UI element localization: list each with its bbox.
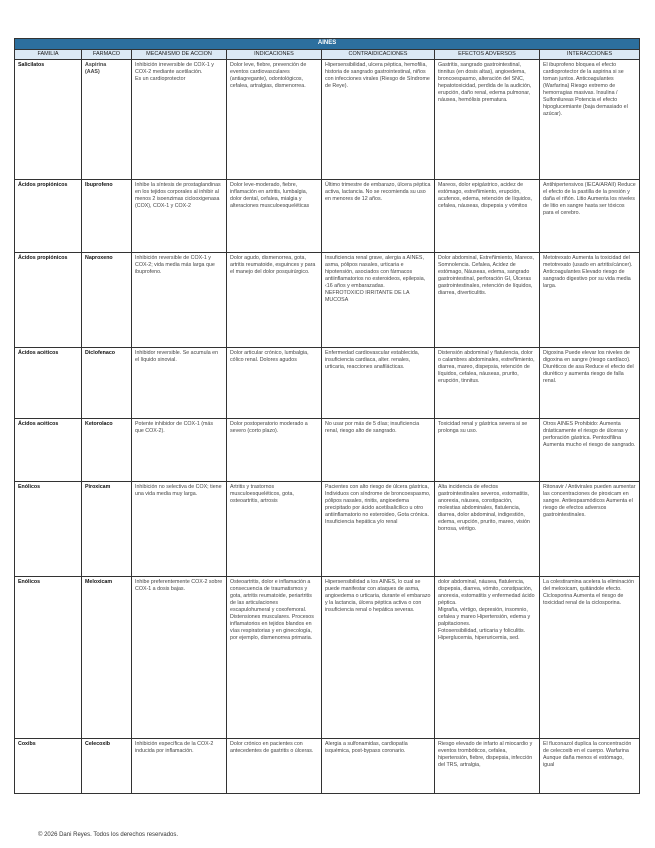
cell-interacciones: Digoxina Puede elevar los niveles de digoxina en sangre (riesgo cardíaco). Diuréticos de asa Reduce el efecto del diurético y aumenta riesgo de falla renal.: [540, 348, 640, 419]
cell-mecanismo: Inhibición reversible de COX-1 y COX-2; vida media más larga que ibuprofeno.: [132, 253, 227, 348]
cell-contraindicaciones: Insuficiencia renal grave, alergia a AINES, asma, pólipos nasales, urticaria e hipotensión, asociados con fármacos antiinflamatorios no esteroideos, epilepsia, ‹16 años y embarazadas. NEFROTOXICO IRRITANTE DE LA MUCOSA: [322, 253, 435, 348]
cell-familia: Enólicos: [15, 482, 82, 577]
cell-efectos: Alta incidencia de efectos gastrointestinales severos, estomatitis, anorexia, náusea, constipación, molestias abdominales, flatulencia, diarrea, dolor abdominal, indigestión, edema, erupción, prurito, mareo, visión borrosa, vértigo.: [435, 482, 540, 577]
header-mecanismo: MECANISMO DE ACCION: [132, 49, 227, 59]
cell-farmaco: Diclofenaco: [82, 348, 132, 419]
cell-familia: Ácidos propiónicos: [15, 253, 82, 348]
table-row: [15, 577, 640, 739]
cell-efectos: dolor abdominal, náusea, flatulencia, dispepsia, diarrea, vómito, constipación, anorexia, estomatitis y enfermedad ácido péptica. Migraña, vértigo, depresión, insomnio, cefalea y mareo Hipertensión, edema y palpitaciones. Fotosensibilidad, urticaria y foliculitis. Hiperglucemia, hiperuricemia, sed.: [435, 577, 540, 739]
cell-familia: Ácidos propiónicos: [15, 180, 82, 253]
cell-farmaco: Naproxeno: [82, 253, 132, 348]
cell-farmaco: Piroxicam: [82, 482, 132, 577]
cell-indicaciones: Osteoartritis, dolor e inflamación a consecuencia de traumatismos y gota, artritis reumatoide, periartritis de las articulaciones escapulohumeral y coxofemoral. Distensiones musculares. Procesos inflamatorios en tejidos blandos en vías respiratorias y en ginecología, por ejemplo, dismenorrea primaria.: [227, 577, 322, 739]
copyright-footer: © 2026 Dani Reyes. Todos los derechos reservados.: [38, 832, 179, 838]
cell-familia: Enólicos: [15, 577, 82, 739]
cell-indicaciones: Dolor agudo, dismenorrea, gota, artritis reumatoide, esguinces y para el manejo del dolor posquirúrgico.: [227, 253, 322, 348]
header-contraindicaciones: CONTRAIDICACIONES: [322, 49, 435, 59]
cell-farmaco: Aspirina (AAS): [82, 60, 132, 180]
table-row: [15, 60, 640, 180]
header-efectos: EFECTOS ADVERSOS: [435, 49, 540, 59]
cell-interacciones: El ibuprofeno bloquea el efecto cardioprotector de la aspirina si se toman juntos. Anticoagulantes (Warfarina) Riesgo extremo de hemorragias masivas. Insulina / Sulfonilureas Potencia el efecto hipoglucemiante (baja demasiado el azúcar).: [540, 60, 640, 180]
cell-indicaciones: Dolor postoperatorio moderado a severo (corto plazo).: [227, 419, 322, 482]
cell-familia: Ácidos acéticos: [15, 419, 82, 482]
aines-table: [14, 38, 640, 794]
table-row: [15, 482, 640, 577]
cell-indicaciones: Dolor leve, fiebre, prevención de eventos cardiovasculares (antiagregante), odontológicos, cefalea, artralgias, dismenorrea.: [227, 60, 322, 180]
cell-familia: Salicilatos: [15, 60, 82, 180]
cell-mecanismo: Inhibición específica de la COX-2 inducida por inflamación.: [132, 739, 227, 794]
header-interacciones: INTERACCIONES: [540, 49, 640, 59]
cell-interacciones: El fluconazol duplica la concentración de celecoxib en el cuerpo. Warfarina Aunque daña menos el estómago, igual: [540, 739, 640, 794]
cell-farmaco: Celecoxib: [82, 739, 132, 794]
table-row: [15, 419, 640, 482]
cell-efectos: Distensión abdominal y flatulencia, dolor o calambres abdominales, estreñimiento, diarrea, mareo, dispepsia, retención de líquidos, cefalea, náuseas, prurito, erupción, tinnitus.: [435, 348, 540, 419]
cell-efectos: Riesgo elevado de infarto al miocardio y eventos trombóticos, cefalea, hipertensión, fiebre, dispepsia, infección del TRS, artralgia,: [435, 739, 540, 794]
cell-indicaciones: Dolor crónico en pacientes con antecedentes de gastritis o úlceras.: [227, 739, 322, 794]
cell-interacciones: Metotrexato Aumenta la toxicidad del metotrexato (usado en artritis/cáncer). Anticoagulantes Elevado riesgo de sangrado digestivo por su vida media larga.: [540, 253, 640, 348]
cell-mecanismo: Inhibe preferentemente COX-2 sobre COX-1 a dosis bajas.: [132, 577, 227, 739]
cell-contraindicaciones: Último trimestre de embarazo, úlcera péptica activa, lactancia. No se recomienda su uso en menores de 12 años.: [322, 180, 435, 253]
cell-efectos: Gastritis, sangrado gastrointestinal, tinnitus (en dosis altas), angioedema, broncoespasmo, alteración del SNC, hepatotoxicidad, perdida de la audición, erupción, daño renal, edema pulmonar, náusea, hemólisis prematura.: [435, 60, 540, 180]
cell-contraindicaciones: Alergia a sulfonamidas, cardiopatía isquémica, post-bypass coronario.: [322, 739, 435, 794]
cell-efectos: Mareos, dolor epigástrico, acidez de estómago, estreñimiento, erupción, acufenos, edema, retención de líquidos, cefalea, náuseas, dispepsia y vómitos: [435, 180, 540, 253]
header-farmaco: FARMACO: [82, 49, 132, 59]
cell-indicaciones: Dolor articular crónico, lumbalgia, cólico renal. Dolores agudos: [227, 348, 322, 419]
aines-sheet: [14, 38, 639, 794]
cell-farmaco: Meloxicam: [82, 577, 132, 739]
table-row: [15, 348, 640, 419]
table-row: [15, 253, 640, 348]
cell-interacciones: Antihipertensivos (IECA/ARAII) Reduce el efecto de la pastilla de la presión y daña el riñón. Litio Aumenta los niveles de litio en sangre hasta ser tóxicos para el cerebro.: [540, 180, 640, 253]
cell-contraindicaciones: Hipersensibilidad a los AINES, lo cual se puede manifestar con ataques de asma, angioedema o urticaria, durante el embarazo y la lactancia, úlcera péptica activa o con insuficiencia renal o hepática severas.: [322, 577, 435, 739]
cell-contraindicaciones: Hipersensibilidad, ulcera péptica, hemofilia, historia de sangrado gastrointestinal, niños con infecciones virales (Riesgo de Síndrome de Reye).: [322, 60, 435, 180]
cell-interacciones: La colestiramina acelera la eliminación del meloxicam, quitándole efecto. Ciclosporina Aumenta el riesgo de toxicidad renal de la ciclosporina.: [540, 577, 640, 739]
table-row: [15, 739, 640, 794]
cell-interacciones: Otros AINES Prohibido: Aumenta drásticamente el riesgo de úlceras y perforación gástrica. Pentoxifilina Aumenta mucho el riesgo de sangrado.: [540, 419, 640, 482]
cell-contraindicaciones: No usar por más de 5 días; insuficiencia renal, riesgo alto de sangrado.: [322, 419, 435, 482]
header-familia: FAMILIA: [15, 49, 82, 59]
cell-familia: Ácidos acéticos: [15, 348, 82, 419]
cell-mecanismo: Inhibición no selectiva de COX; tiene una vida media muy larga.: [132, 482, 227, 577]
cell-farmaco: Ketorolaco: [82, 419, 132, 482]
cell-efectos: Dolor abdominal, Estreñimiento, Mareos, Somnolencia. Cefalea, Acidez de estómago, Náuseas, edema, sangrado gastrointestinal, perforación GI, Úlceras gastrointestinales, retención de líquidos, diarrea, diverticulitis.: [435, 253, 540, 348]
cell-familia: Coxibs: [15, 739, 82, 794]
header-indicaciones: INDICACIONES: [227, 49, 322, 59]
cell-indicaciones: Artritis y trastornos musculoesqueléticos, gota, osteoartritis, artrosis: [227, 482, 322, 577]
table-row: [15, 180, 640, 253]
cell-contraindicaciones: Enfermedad cardiovascular establecida, insuficiencia cardiaca, alter. renales, urticaria, reacciones anafilácticas.: [322, 348, 435, 419]
cell-interacciones: Ritonavir / Antivirales pueden aumentar las concentraciones de piroxicam en sangre. Antiespasmódicos Aumenta el riesgo de efectos adversos gastrointestinales.: [540, 482, 640, 577]
cell-efectos: Toxicidad renal y gástrica severa si se prolonga su uso.: [435, 419, 540, 482]
cell-mecanismo: Inhibidor reversible. Se acumula en el líquido sinovial.: [132, 348, 227, 419]
cell-contraindicaciones: Pacientes con alto riesgo de úlcera gástrica, Individuos con síndrome de broncoespasmo, pólipos nasales, rinitis, angioedema precipitado por ácido acetilsalicílico u otro antiinflamatorio no esteroideo, Gota crónica. Insuficiencia hepática y/o renal: [322, 482, 435, 577]
table-title: AINES: [15, 39, 640, 50]
cell-mecanismo: Inhibe la síntesis de prostaglandinas en los tejidos corporales al inhibir al menos 2 isoenzimas ciclooxigenasa (COX), COX-1 y COX-2: [132, 180, 227, 253]
cell-farmaco: Ibuprofeno: [82, 180, 132, 253]
cell-indicaciones: Dolor leve-moderado, fiebre, inflamación en artritis, lumbalgia, dolor dental, cefalea, mialgia y alteraciones musculoesqueléticas: [227, 180, 322, 253]
cell-mecanismo: Potente inhibidor de COX-1 (más que COX-2).: [132, 419, 227, 482]
cell-mecanismo: Inhibición irreversible de COX-1 y COX-2 mediante acetilación. Es un cardioprotector: [132, 60, 227, 180]
